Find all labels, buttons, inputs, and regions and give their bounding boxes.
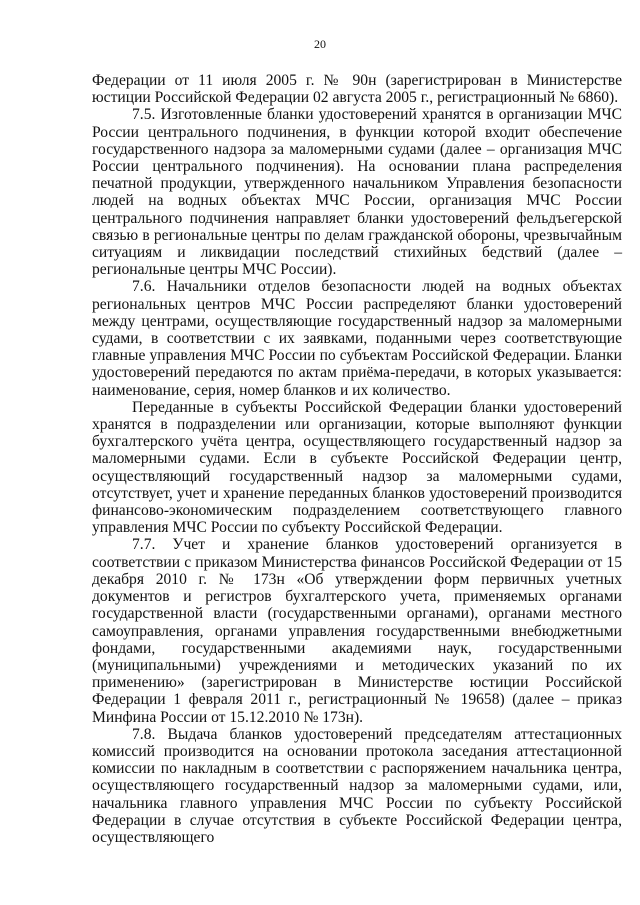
document-body — [92, 72, 622, 846]
paragraph-transferred-blanks: Переданные в субъекты Российской Федерации бланки удостоверений хранятся в подразделении или организации, которые выполняют функции бухгалтерского учёта центра, осуществляющего государственный надзор за маломерными судами. Если в субъекте Российской Федерации центр, осуществляющий государственный надзор за маломерными судами, отсутствует, учет и хранение переданных бланков удостоверений производится финансово-экономическим подразделением соответствующего главного управления МЧС России по субъекту Российской Федерации. — [92, 398, 622, 537]
paragraph-7-7: 7.7. Учет и хранение бланков удостоверений организуется в соответствии с приказом Министерства финансов Российской Федерации от 15 декабря 2010 г. № 173н «Об утверждении форм первичных учетных документов и регистров бухгалтерского учета, применяемых органами государственной власти (государственными органами), органами местного самоуправления, органами управления государственными внебюджетными фондами, государственными академиями наук, государственными (муниципальными) учреждениями и методических указаний по их применению» (зарегистрирован в Министерстве юстиции Российской Федерации 1 февраля 2011 г., регистрационный № 19658) (далее – приказ Минфина России от 15.12.2010 № 173н). — [92, 536, 622, 726]
paragraph-7-6: 7.6. Начальники отделов безопасности людей на водных объектах региональных центров МЧС России распределяют бланки удостоверений между центрами, осуществляющие государственный надзор за маломерными судами, в соответствии с их заявками, поданными через соответствующие главные управления МЧС России по субъектам Российской Федерации. Бланки удостоверений передаются по актам приёма-передачи, в которых указывается: наименование, серия, номер бланков и их количество. — [92, 278, 622, 399]
page-number: 20 — [314, 37, 326, 51]
paragraph-7-5: 7.5. Изготовленные бланки удостоверений хранятся в организации МЧС России центрального подчинения, в функции которой входит обеспечение государственного надзора за маломерными судами (далее – организация МЧС России центрального подчинения). На основании плана распределения печатной продукции, утвержденного начальником Управления безопасности людей на водных объектах МЧС России, организация МЧС России центрального подчинения направляет бланки удостоверений фельдъегерской связью в региональные центры по делам гражданской обороны, чрезвычайным ситуациям и ликвидации последствий стихийных бедствий (далее – региональные центры МЧС России). — [92, 106, 622, 279]
paragraph-continuation: Федерации от 11 июля 2005 г. № 90н (зарегистрирован в Министерстве юстиции Российской Федерации 02 августа 2005 г., регистрационный № 6860). — [92, 72, 622, 107]
paragraph-7-8: 7.8. Выдача бланков удостоверений председателям аттестационных комиссий производится на основании протокола заседания аттестационной комиссии по накладным в соответствии с распоряжением начальника центра, осуществляющего государственный надзор за маломерными судами, или, начальника главного управления МЧС России по субъекту Российской Федерации в случае отсутствия в субъекте Российской Федерации центра, осуществляющего — [92, 725, 622, 846]
